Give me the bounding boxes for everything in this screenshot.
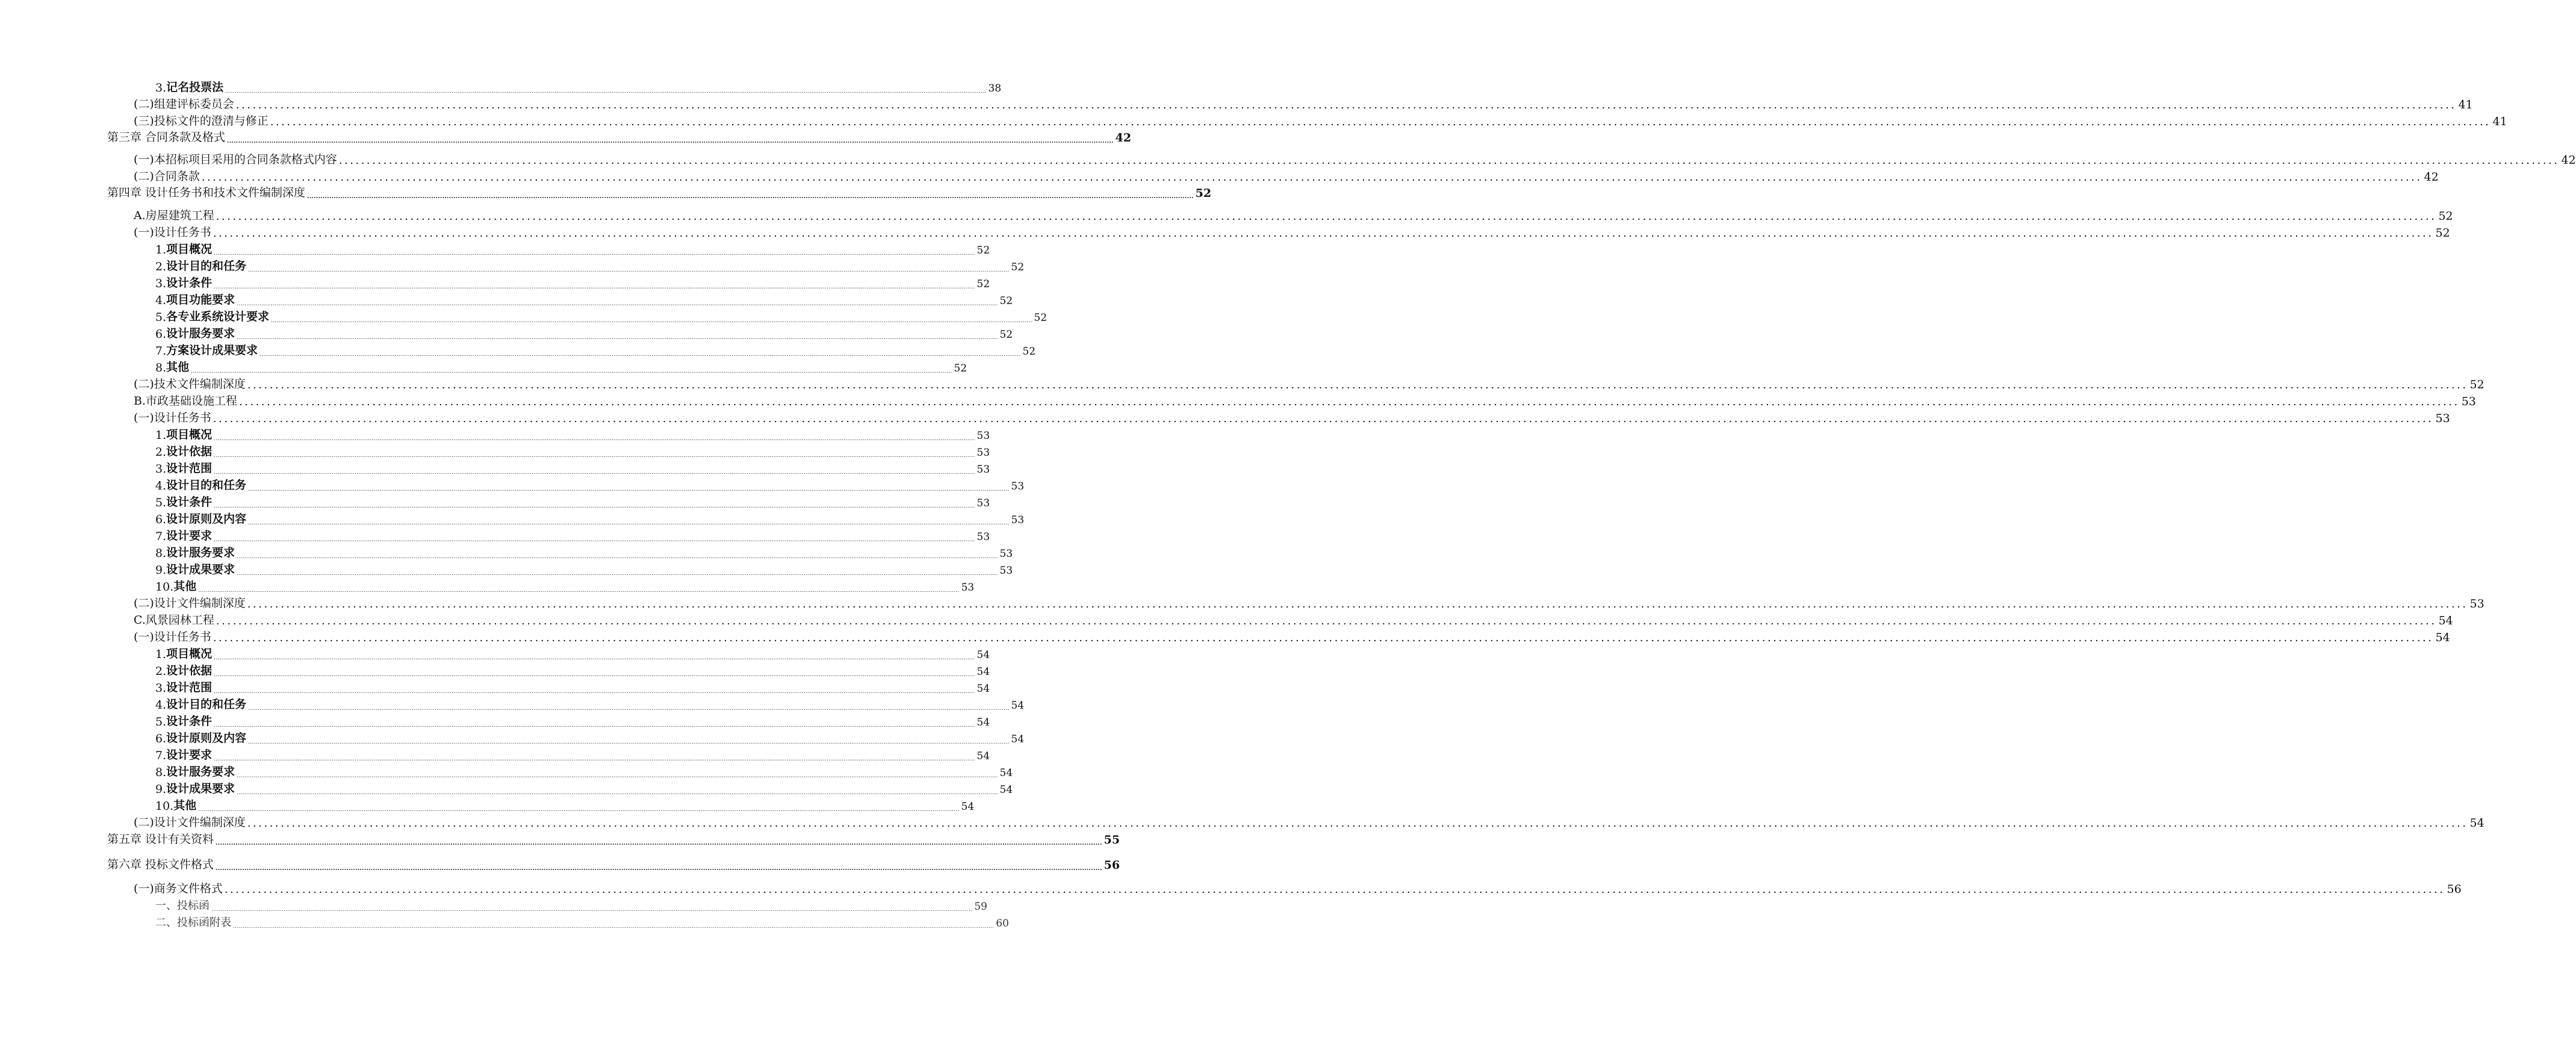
toc-entry-label: 各专业系统设计要求 — [166, 310, 270, 323]
dot-leader: ................................................................................................................................................................................................................................................................................................................................................................................................................ — [214, 722, 975, 728]
toc-entry-label: 其他 — [166, 361, 190, 374]
toc-entry-number: 7. — [155, 749, 167, 762]
toc-entry[interactable] — [155, 460, 990, 476]
toc-entry-number: 5. — [155, 715, 167, 728]
toc-entry-number: 2. — [155, 260, 167, 273]
toc-entry-page: 53 — [976, 447, 990, 459]
toc-entry-label: 设计范围 — [166, 681, 213, 694]
toc-entry[interactable] — [155, 914, 1009, 930]
toc-entry-label: 设计依据 — [166, 445, 213, 458]
toc-entry-page: 41 — [2492, 115, 2507, 128]
dot-leader: ................................................................................................................................................................................................................................................................................................................................................................................................................ — [214, 250, 975, 256]
toc-entry-label: A.房屋建筑工程 — [134, 209, 214, 222]
toc-entry[interactable] — [155, 544, 1013, 560]
toc-entry-page: 53 — [976, 497, 990, 509]
toc-entry[interactable] — [107, 129, 1132, 144]
toc-entry[interactable] — [134, 409, 2450, 425]
toc-entry[interactable] — [134, 629, 2450, 644]
dot-leader: ................................................................................................................................................................................................................................................................................................................................................................................................................ — [248, 486, 1010, 492]
dot-leader: ................................................................................................................................................................................................................................................................................................................................................................................................................ — [216, 210, 2437, 223]
toc-entry-page: 54 — [999, 767, 1013, 779]
dot-leader: ................................................................................................................................................................................................................................................................................................................................................................................................................ — [214, 756, 975, 762]
dot-leader: ................................................................................................................................................................................................................................................................................................................................................................................................................ — [225, 89, 987, 95]
toc-entry-label: 第五章 设计有关资料 — [107, 833, 214, 846]
toc-entry-page: 53 — [976, 464, 990, 476]
toc-entry-label: 设计原则及内容 — [166, 512, 247, 526]
dot-leader: ................................................................................................................................................................................................................................................................................................................................................................................................................ — [237, 571, 998, 577]
toc-entry-label: 项目概况 — [166, 428, 213, 441]
toc-entry[interactable] — [134, 376, 2484, 391]
dot-leader: ................................................................................................................................................................................................................................................................................................................................................................................................................ — [214, 284, 975, 290]
toc-entry-page: 52 — [976, 278, 990, 290]
toc-entry-page: 56 — [1103, 859, 1120, 872]
toc-entry[interactable] — [107, 184, 1212, 200]
toc-entry-page: 54 — [976, 716, 990, 728]
toc-entry[interactable] — [155, 797, 975, 813]
toc-entry-label: 项目概况 — [166, 647, 213, 660]
toc-entry-label: 二、投标函附表 — [155, 916, 231, 929]
toc-entry-label: (一)商务文件格式 — [134, 882, 223, 895]
toc-entry-page: 52 — [2469, 378, 2484, 391]
toc-entry[interactable] — [155, 578, 975, 594]
toc-entry[interactable] — [134, 595, 2484, 610]
toc-entry-number: 7. — [155, 530, 167, 543]
dot-leader: ................................................................................................................................................................................................................................................................................................................................................................................................................ — [213, 227, 2434, 240]
toc-entry-page: 42 — [2424, 170, 2439, 184]
toc-entry-label: 第六章 投标文件格式 — [107, 858, 214, 871]
toc-entry-page: 52 — [1034, 312, 1047, 324]
toc-entry-page: 52 — [976, 244, 990, 256]
toc-entry-label: 设计成果要求 — [166, 563, 235, 576]
toc-entry[interactable] — [155, 780, 1013, 796]
toc-entry-number: 3. — [155, 682, 167, 695]
dot-leader: ................................................................................................................................................................................................................................................................................................................................................................................................................ — [198, 588, 960, 594]
toc-entry-label: 设计服务要求 — [166, 327, 235, 340]
dot-leader: ................................................................................................................................................................................................................................................................................................................................................................................................................ — [214, 453, 975, 459]
toc-entry[interactable] — [134, 151, 2576, 167]
toc-entry-page: 52 — [1195, 187, 1212, 200]
toc-entry-page: 41 — [2458, 98, 2473, 111]
dot-leader: ................................................................................................................................................................................................................................................................................................................................................................................................................ — [307, 193, 1194, 200]
dot-leader: ................................................................................................................................................................................................................................................................................................................................................................................................................ — [248, 520, 1010, 526]
toc-entry[interactable] — [134, 168, 2439, 184]
toc-entry-number: 9. — [155, 564, 167, 577]
toc-entry-page: 53 — [2469, 597, 2484, 610]
toc-entry-page: 53 — [999, 548, 1013, 560]
toc-entry-page: 54 — [2435, 631, 2450, 644]
toc-entry-number: 6. — [155, 513, 167, 526]
toc-entry[interactable] — [155, 645, 990, 661]
toc-entry-page: 54 — [976, 666, 990, 678]
toc-entry-label: (二)技术文件编制深度 — [134, 377, 246, 391]
toc-entry[interactable] — [155, 426, 990, 442]
toc-entry-label: 设计目的和任务 — [166, 479, 247, 492]
toc-entry-label: (一)设计任务书 — [134, 630, 211, 644]
toc-entry-page: 54 — [1011, 700, 1025, 712]
toc-entry[interactable] — [155, 241, 990, 256]
toc-entry-page: 53 — [999, 565, 1013, 577]
dot-leader: ................................................................................................................................................................................................................................................................................................................................................................................................................ — [247, 379, 2468, 391]
toc-entry-number: 6. — [155, 328, 167, 341]
dot-leader: ................................................................................................................................................................................................................................................................................................................................................................................................................ — [227, 138, 1114, 144]
toc-entry[interactable] — [155, 443, 990, 459]
toc-entry-page: 52 — [2435, 226, 2450, 240]
toc-entry-page: 53 — [961, 582, 975, 594]
toc-entry-number: 3. — [155, 277, 167, 290]
dot-leader: ................................................................................................................................................................................................................................................................................................................................................................................................................ — [224, 883, 2445, 896]
dot-leader: ................................................................................................................................................................................................................................................................................................................................................................................................................ — [214, 655, 975, 661]
dot-leader: ................................................................................................................................................................................................................................................................................................................................................................................................................ — [270, 116, 2491, 128]
toc-entry-label: C.风景园林工程 — [134, 613, 214, 627]
toc-entry-label: 设计条件 — [166, 276, 213, 290]
toc-entry-label: 设计条件 — [166, 715, 213, 728]
toc-entry-page: 59 — [974, 901, 987, 913]
toc-entry-number: 8. — [155, 547, 167, 560]
dot-leader: ................................................................................................................................................................................................................................................................................................................................................................................................................ — [213, 412, 2434, 425]
toc-entry-label: 方案设计成果要求 — [166, 344, 258, 357]
toc-entry-number: 5. — [155, 496, 167, 509]
toc-entry[interactable] — [155, 747, 990, 762]
toc-entry-number: 4. — [155, 294, 167, 307]
dot-leader: ................................................................................................................................................................................................................................................................................................................................................................................................................ — [214, 689, 975, 695]
toc-entry[interactable] — [155, 662, 990, 678]
toc-entry-page: 53 — [976, 430, 990, 442]
dot-leader: ................................................................................................................................................................................................................................................................................................................................................................................................................ — [198, 807, 960, 813]
toc-entry[interactable] — [155, 696, 1025, 712]
toc-entry[interactable] — [134, 113, 2507, 128]
toc-entry-label: 其他 — [173, 580, 197, 593]
toc-entry-label: 设计范围 — [166, 462, 213, 475]
toc-entry[interactable] — [107, 856, 1120, 872]
toc-entry-page: 54 — [976, 649, 990, 661]
toc-entry-page: 52 — [2438, 210, 2453, 223]
toc-entry-page: 53 — [1011, 514, 1025, 526]
toc-entry[interactable] — [155, 730, 1025, 745]
toc-entry-label: 设计要求 — [166, 748, 213, 762]
toc-entry[interactable] — [155, 494, 990, 509]
toc-entry-number: 3. — [155, 81, 167, 95]
dot-leader: ................................................................................................................................................................................................................................................................................................................................................................................................................ — [214, 537, 975, 543]
toc-entry[interactable] — [155, 477, 1025, 492]
toc-entry[interactable] — [155, 359, 967, 374]
toc-entry-number: 1. — [155, 429, 167, 442]
toc-entry[interactable] — [155, 763, 1013, 779]
toc-entry[interactable] — [155, 897, 987, 913]
toc-entry[interactable] — [134, 96, 2473, 111]
toc-entry[interactable] — [155, 713, 990, 728]
toc-entry-page: 42 — [1115, 131, 1132, 144]
toc-entry-page: 52 — [999, 295, 1013, 307]
dot-leader: ................................................................................................................................................................................................................................................................................................................................................................................................................ — [271, 318, 1032, 324]
toc-entry-label: 设计原则及内容 — [166, 731, 247, 745]
toc-entry-label: 设计服务要求 — [166, 546, 235, 559]
toc-entry-label: (一)本招标项目采用的合同条款格式内容 — [134, 153, 337, 166]
toc-entry-number: 3. — [155, 462, 167, 476]
toc-entry-label: 项目功能要求 — [166, 293, 235, 306]
toc-entry[interactable] — [155, 342, 1036, 358]
toc-entry-label: (二)设计文件编制深度 — [134, 597, 246, 610]
dot-leader: ................................................................................................................................................................................................................................................................................................................................................................................................................ — [235, 99, 2457, 111]
toc-entry-label: 设计目的和任务 — [166, 259, 247, 273]
toc-entry-page: 54 — [2469, 816, 2484, 830]
dot-leader: ................................................................................................................................................................................................................................................................................................................................................................................................................ — [248, 739, 1010, 745]
toc-entry-number: 10. — [155, 800, 174, 813]
toc-entry-label: 其他 — [173, 799, 197, 812]
toc-entry-page: 53 — [976, 531, 990, 543]
dot-leader: ................................................................................................................................................................................................................................................................................................................................................................................................................ — [247, 598, 2468, 610]
dot-leader: ................................................................................................................................................................................................................................................................................................................................................................................................................ — [233, 924, 995, 930]
toc-entry[interactable] — [134, 612, 2453, 627]
toc-entry-page: 54 — [976, 683, 990, 695]
dot-leader: ................................................................................................................................................................................................................................................................................................................................................................................................................ — [338, 154, 2560, 167]
toc-entry-number: 2. — [155, 446, 167, 459]
toc-entry-label: 记名投票法 — [166, 81, 224, 94]
toc-entry-page: 53 — [2435, 412, 2450, 425]
toc-entry-label: 设计成果要求 — [166, 782, 235, 795]
toc-entry-page: 54 — [1011, 733, 1025, 745]
dot-leader: ................................................................................................................................................................................................................................................................................................................................................................................................................ — [237, 790, 998, 796]
toc-entry[interactable] — [155, 275, 990, 290]
toc-entry[interactable] — [134, 814, 2484, 830]
dot-leader: ................................................................................................................................................................................................................................................................................................................................................................................................................ — [239, 396, 2460, 408]
toc-entry-page: 53 — [1011, 480, 1025, 492]
dot-leader: ................................................................................................................................................................................................................................................................................................................................................................................................................ — [237, 335, 998, 341]
toc-entry-page: 52 — [954, 362, 967, 374]
dot-leader: ................................................................................................................................................................................................................................................................................................................................................................................................................ — [237, 301, 998, 307]
toc-entry-number: 1. — [155, 648, 167, 661]
toc-entry-number: 8. — [155, 361, 167, 374]
dot-leader: ................................................................................................................................................................................................................................................................................................................................................................................................................ — [201, 171, 2422, 184]
toc-entry[interactable] — [134, 207, 2453, 223]
toc-entry[interactable] — [155, 258, 1025, 273]
toc-entry-page: 42 — [2561, 154, 2576, 167]
toc-entry-label: (二)组建评标委员会 — [134, 98, 234, 111]
toc-entry-page: 53 — [2461, 395, 2476, 408]
toc-entry-number: 8. — [155, 766, 167, 779]
toc-entry-label: (二)设计文件编制深度 — [134, 816, 246, 829]
toc-entry-page: 38 — [988, 82, 1002, 95]
toc-entry-label: 一、投标函 — [155, 899, 209, 912]
dot-leader: ................................................................................................................................................................................................................................................................................................................................................................................................................ — [213, 632, 2434, 644]
toc-entry-page: 52 — [1011, 261, 1025, 273]
dot-leader: ................................................................................................................................................................................................................................................................................................................................................................................................................ — [211, 907, 973, 913]
toc-entry-label: 设计要求 — [166, 529, 213, 542]
toc-entry-page: 60 — [996, 918, 1009, 930]
toc-entry-label: 设计服务要求 — [166, 765, 235, 778]
toc-entry-page: 54 — [976, 750, 990, 762]
toc-entry-label: 第四章 设计任务书和技术文件编制深度 — [107, 186, 306, 199]
toc-entry-page: 54 — [999, 784, 1013, 796]
dot-leader: ................................................................................................................................................................................................................................................................................................................................................................................................................ — [216, 840, 1102, 846]
toc-entry-page: 52 — [999, 329, 1013, 341]
dot-leader: ................................................................................................................................................................................................................................................................................................................................................................................................................ — [214, 436, 975, 442]
toc-entry[interactable] — [134, 880, 2462, 896]
toc-entry-label: (三)投标文件的澄清与修正 — [134, 114, 268, 128]
toc-entry-label: 设计条件 — [166, 495, 213, 509]
toc-entry-label: (一)设计任务书 — [134, 226, 211, 239]
toc-entry-label: B.市政基础设施工程 — [134, 394, 238, 408]
toc-entry-number: 1. — [155, 243, 167, 256]
toc-entry[interactable] — [155, 291, 1013, 307]
toc-entry[interactable] — [134, 393, 2476, 408]
dot-leader: ................................................................................................................................................................................................................................................................................................................................................................................................................ — [191, 368, 952, 374]
toc-entry[interactable] — [155, 527, 990, 543]
toc-entry[interactable] — [155, 679, 990, 695]
dot-leader: ................................................................................................................................................................................................................................................................................................................................................................................................................ — [216, 865, 1102, 872]
toc-entry-number: 6. — [155, 732, 167, 745]
toc-entry-label: 第三章 合同条款及格式 — [107, 131, 226, 144]
dot-leader: ................................................................................................................................................................................................................................................................................................................................................................................................................ — [259, 352, 1021, 358]
toc-entry-number: 9. — [155, 783, 167, 796]
dot-leader: ................................................................................................................................................................................................................................................................................................................................................................................................................ — [248, 267, 1010, 273]
toc-entry-label: (二)合同条款 — [134, 170, 200, 183]
dot-leader: ................................................................................................................................................................................................................................................................................................................................................................................................................ — [237, 554, 998, 560]
toc-entry-number: 10. — [155, 580, 174, 594]
toc-entry-page: 54 — [961, 801, 975, 813]
dot-leader: ................................................................................................................................................................................................................................................................................................................................................................................................................ — [216, 615, 2437, 627]
dot-leader: ................................................................................................................................................................................................................................................................................................................................................................................................................ — [248, 706, 1010, 712]
toc-entry-number: 2. — [155, 665, 167, 678]
toc-entry[interactable] — [134, 224, 2450, 240]
dot-leader: ................................................................................................................................................................................................................................................................................................................................................................................................................ — [214, 672, 975, 678]
dot-leader: ................................................................................................................................................................................................................................................................................................................................................................................................................ — [214, 503, 975, 509]
dot-leader: ................................................................................................................................................................................................................................................................................................................................................................................................................ — [247, 817, 2468, 830]
dot-leader: ................................................................................................................................................................................................................................................................................................................................................................................................................ — [237, 773, 998, 779]
toc-entry-label: 项目概况 — [166, 243, 213, 256]
toc-entry-number: 4. — [155, 698, 167, 712]
toc-entry-page: 52 — [1022, 346, 1036, 358]
toc-entry-page: 55 — [1103, 833, 1120, 846]
toc-entry-number: 4. — [155, 479, 167, 492]
toc-entry[interactable] — [155, 511, 1025, 526]
toc-entry-number: 5. — [155, 311, 167, 324]
toc-entry-label: 设计依据 — [166, 664, 213, 677]
toc-entry-page: 56 — [2447, 883, 2462, 896]
toc-entry[interactable] — [107, 831, 1120, 846]
toc-entry[interactable] — [155, 561, 1013, 577]
toc-entry-label: (一)设计任务书 — [134, 411, 211, 424]
toc-entry-page: 54 — [2438, 614, 2453, 627]
toc-entry[interactable] — [155, 308, 1047, 324]
toc-entry[interactable] — [155, 79, 1002, 95]
dot-leader: ................................................................................................................................................................................................................................................................................................................................................................................................................ — [214, 470, 975, 476]
toc-entry[interactable] — [155, 325, 1013, 341]
toc-entry-label: 设计目的和任务 — [166, 698, 247, 711]
toc-entry-number: 7. — [155, 344, 167, 358]
